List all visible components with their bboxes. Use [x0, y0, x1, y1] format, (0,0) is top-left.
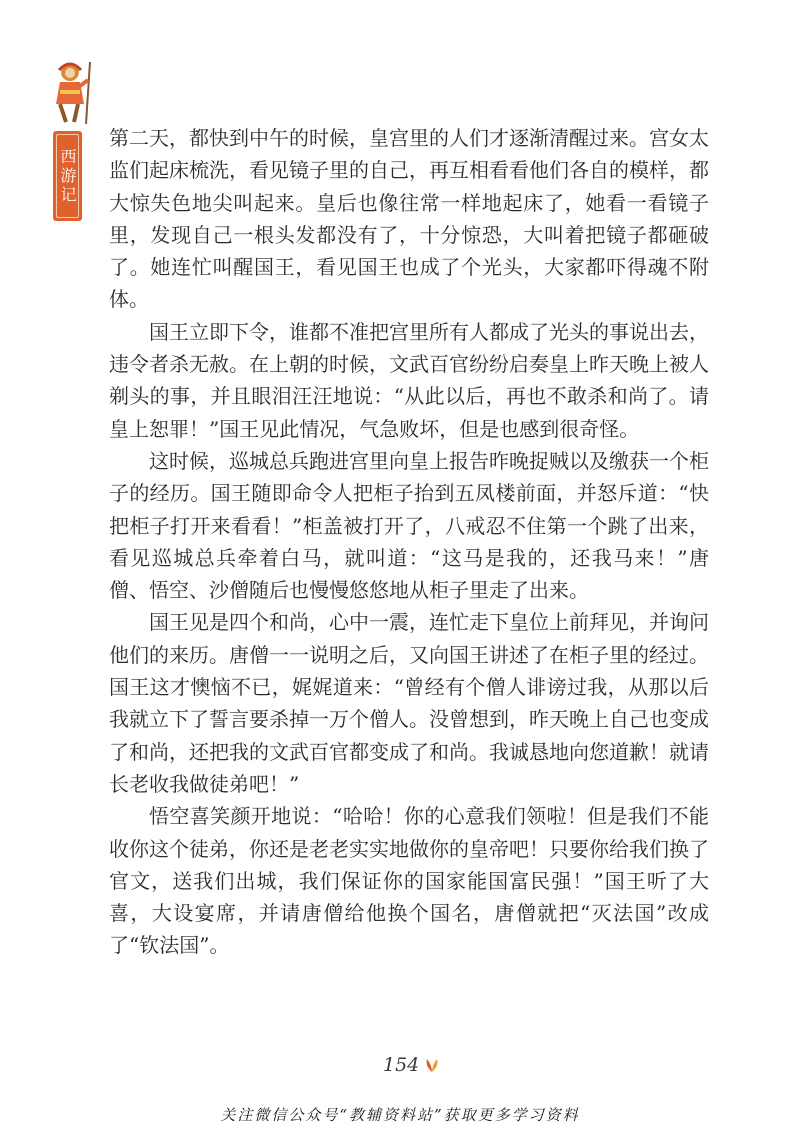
- paragraph: 国王见是四个和尚，心中一震，连忙走下皇位上前拜见，并询问他们的来历。唐僧一一说明之后，又向国王讲述了在柜子里的经过。国王这才懊恼不已，娓娓道来：“曾经有个僧人诽谤过我，从那以后我就立下了誓言要杀掉一万个僧人。没曾想到，昨天晚上自己也变成了和尚，还把我的文武百官都变成了和尚。我诚恳地向您道歉！就请长老收我做徒弟吧！”: [109, 610, 709, 796]
- paragraph: 国王立即下令，谁都不准把宫里所有人都成了光头的事说出去，违令者杀无赦。在上朝的时候，文武百官纷纷启奏皇上昨天晚上被人剃头的事，并且眼泪汪汪地说：“从此以后，再也不敢杀和尚了。请皇上恕罪！”国王见此情况，气急败坏，但是也感到很奇怪。: [109, 319, 709, 441]
- page-number-block: [383, 1052, 443, 1078]
- book-title: 西游记: [56, 134, 79, 218]
- paragraph: 第二天，都快到中午的时候，皇宫里的人们才逐渐清醒过来。宫女太监们起床梳洗，看见镜子里的自己，再互相看看他们各自的模样，都大惊失色地尖叫起来。皇后也像往常一样地起床了，她看一看镜子里，发现自己一根头发都没有了，十分惊恐，大叫着把镜子都砸破了。她连忙叫醒国王，看见国王也成了个光头，大家都吓得魂不附体。: [109, 126, 709, 312]
- main-text: [0, 122, 800, 962]
- page-number: 154: [383, 1054, 420, 1076]
- paragraph: 这时候，巡城总兵跑进宫里向皇上报告昨晚捉贼以及缴获一个柜子的经历。国王随即命令人把柜子抬到五凤楼前面，并怒斥道：“快把柜子打开来看看！”柜盖被打开了，八戒忍不住第一个跳了出来，看见巡城总兵牵着白马，就叫道：“这马是我的，还我马来！”唐僧、悟空、沙僧随后也慢慢悠悠地从柜子里走了出来。: [109, 448, 709, 603]
- paragraph: 悟空喜笑颜开地说：“哈哈！你的心意我们领啦！但是我们不能收你这个徒弟，你还是老老实实地做你的皇帝吧！只要你给我们换了官文，送我们出城，我们保证你的国家能国富民强！”国王听了大喜，大设宴席，并请唐僧给他换个国名，唐僧就把“灭法国”改成了“钦法国”。: [109, 804, 709, 958]
- footer-note: 关注微信公众号“教辅资料站”获取更多学习资料: [220, 1106, 580, 1124]
- monkey-king-icon: [50, 60, 96, 126]
- leaf-ornament-icon: [422, 1057, 442, 1073]
